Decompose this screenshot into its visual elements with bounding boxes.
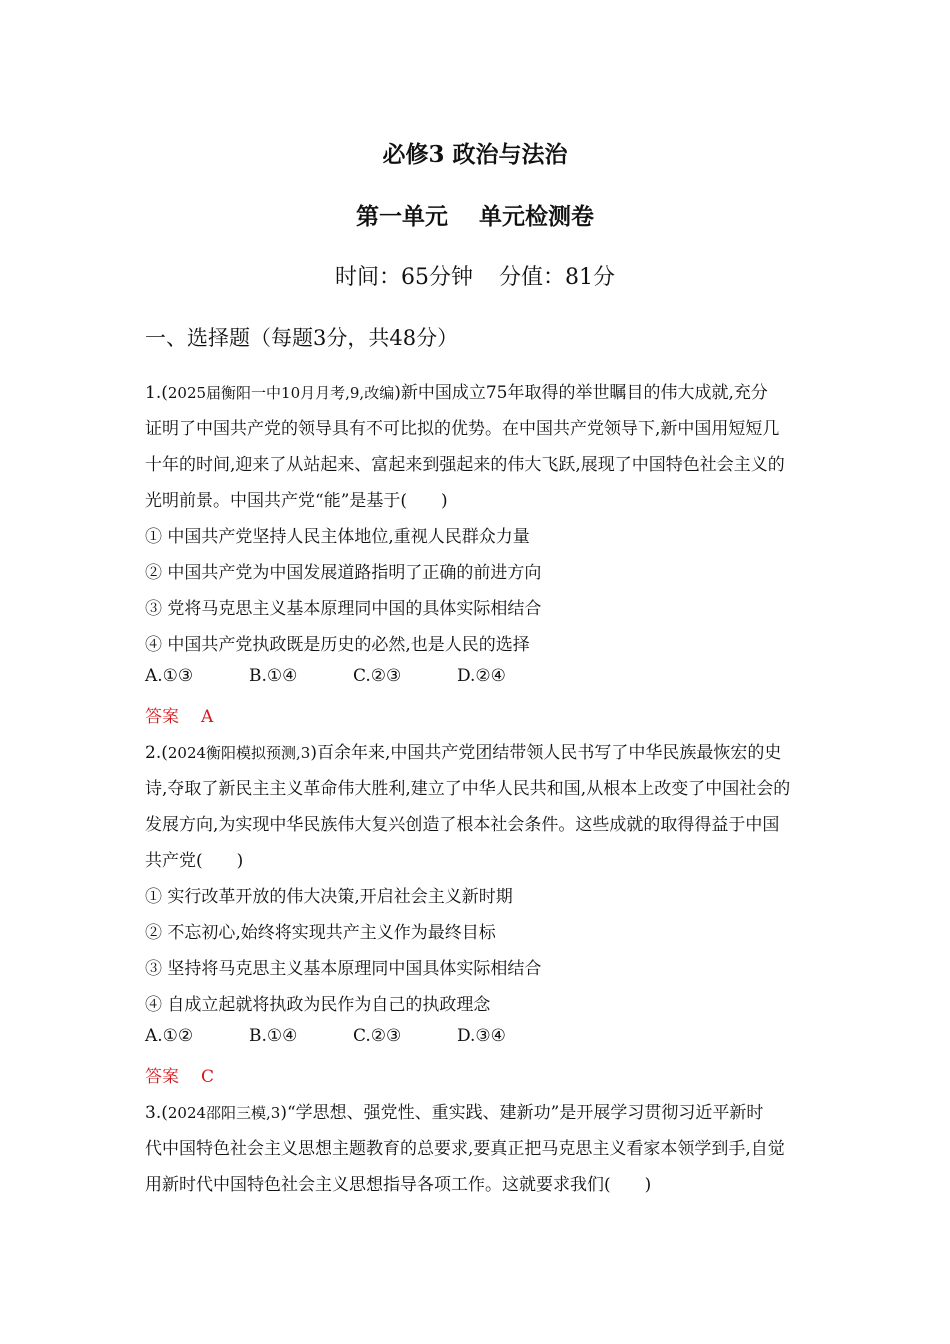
statement-option: ③ 坚持将马克思主义基本原理同中国具体实际相结合 [145, 959, 542, 979]
section-title: 一、选择题（每题3分，共48分） [145, 326, 459, 350]
statement-option: ① 中国共产党坚持人民主体地位,重视人民群众力量 [145, 527, 530, 547]
choice-d: D.③④ [457, 1026, 506, 1046]
answer-choices [145, 1026, 561, 1046]
question-3-line-2: 代中国特色社会主义思想主题教育的总要求,要真正把马克思主义看家本领学到手,自觉 [145, 1139, 785, 1159]
choice-c: C.②③ [353, 1026, 402, 1046]
choice-d: D.②④ [457, 666, 506, 686]
answer-value: C [201, 1067, 215, 1087]
choice-a: A.①② [145, 1026, 194, 1046]
book-title: 必修3 政治与法治 [382, 141, 568, 168]
choice-b: B.①④ [249, 666, 298, 686]
question-source: 2024衡阳模拟预测,3 [167, 744, 311, 762]
unit-number: 第一单元 [355, 203, 448, 230]
question-2-line-3: 发展方向,为实现中华民族伟大复兴创造了根本社会条件。这些成就的取得得益于中国 [145, 815, 780, 835]
question-1-line-2: 证明了中国共产党的领导具有不可比拟的优势。在中国共产党领导下,新中国用短短几 [145, 419, 780, 439]
statement-option: ② 中国共产党为中国发展道路指明了正确的前进方向 [145, 563, 542, 583]
question-3-line-3: 用新时代中国特色社会主义思想指导各项工作。这就要求我们( ) [145, 1175, 652, 1195]
statement-option: ④ 中国共产党执政既是历史的必然,也是人民的选择 [145, 635, 530, 655]
unit-title [0, 198, 950, 231]
choice-b: B.①④ [249, 1026, 298, 1046]
answer-choices [145, 666, 561, 686]
question-1-line-3: 十年的时间,迎来了从站起来、富起来到强起来的伟大飞跃,展现了中国特色社会主义的 [145, 455, 785, 475]
question-2-line-2: 诗,夺取了新民主主义革命伟大胜利,建立了中华人民共和国,从根本上改变了中国社会的 [145, 779, 791, 799]
statement-option: ④ 自成立起就将执政为民作为自己的执政理念 [145, 995, 491, 1015]
question-2-line-1: 2.(2024衡阳模拟预测,3)百余年来,中国共产党团结带领人民书写了中华民族最恢宏的史 [145, 743, 782, 763]
question-1-line-4: 光明前景。中国共产党“能”是基于( ) [145, 491, 448, 511]
statement-option: ① 实行改革开放的伟大决策,开启社会主义新时期 [145, 887, 513, 907]
question-2-line-4: 共产党( ) [145, 851, 244, 871]
time-limit: 时间：65分钟 [335, 265, 473, 290]
choice-c: C.②③ [353, 666, 402, 686]
total-score: 分值：81分 [499, 265, 615, 290]
question-1-line-1: 1.(2025届衡阳一中10月月考,9,改编)新中国成立75年取得的举世瞩目的伟大成就,充分 [145, 383, 768, 403]
choice-a: A.①③ [145, 666, 194, 686]
answer-key: 答案 A [145, 707, 214, 727]
statement-option: ③ 党将马克思主义基本原理同中国的具体实际相结合 [145, 599, 542, 619]
statement-option: ② 不忘初心,始终将实现共产主义作为最终目标 [145, 923, 496, 943]
unit-name: 单元检测卷 [479, 203, 594, 230]
answer-key: 答案 C [145, 1067, 215, 1087]
exam-info [0, 260, 950, 291]
question-source: 2024邵阳三模,3 [167, 1104, 281, 1122]
answer-value: A [201, 707, 214, 727]
question-source: 2025届衡阳一中10月月考,9,改编 [167, 384, 395, 402]
question-3-line-1: 3.(2024邵阳三模,3)“学思想、强党性、重实践、建新功”是开展学习贯彻习近平新时 [145, 1103, 764, 1123]
